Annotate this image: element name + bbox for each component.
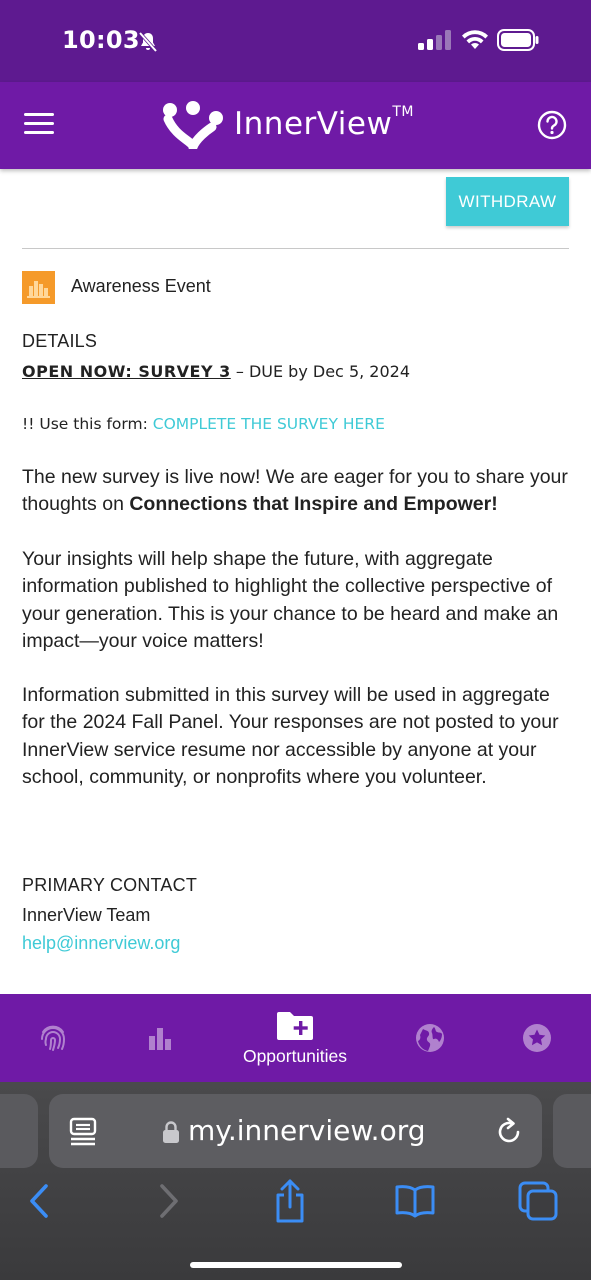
url-text: my.innerview.org <box>188 1114 426 1147</box>
star-icon <box>522 1023 552 1053</box>
form-prefix: !! Use this form: <box>22 415 153 433</box>
help-icon[interactable] <box>537 110 567 140</box>
nav-item-fingerprint[interactable] <box>27 994 79 1082</box>
previous-tab[interactable] <box>0 1094 38 1168</box>
bookmarks-icon[interactable] <box>393 1179 437 1223</box>
tabs-icon[interactable] <box>516 1179 560 1223</box>
survey-status-line <box>22 362 410 381</box>
url-bar[interactable] <box>49 1094 542 1168</box>
reader-mode-icon[interactable] <box>69 1116 97 1146</box>
nav-item-favorites[interactable] <box>511 994 563 1082</box>
share-icon[interactable] <box>270 1179 310 1223</box>
next-tab[interactable] <box>553 1094 591 1168</box>
menu-icon[interactable] <box>24 113 54 137</box>
description-paragraph-1: The new survey is live now! We are eager for you to share your thoughts on Connections that Inspire and Empower! <box>22 466 568 516</box>
description-paragraph-3: Information submitted in this survey will be used in aggregate for the 2024 Fall Panel. Your responses are not posted to your InnerView service resume nor accessible by anyone at your school, community, or nonprofits where you volunteer. <box>22 684 559 788</box>
globe-icon <box>415 1023 445 1053</box>
status-bar <box>0 0 591 82</box>
bar-chart-icon <box>147 1026 173 1050</box>
bottom-nav <box>0 994 591 1082</box>
event-type: Awareness Event <box>71 276 211 296</box>
primary-contact-heading: PRIMARY CONTACT <box>22 875 198 895</box>
event-category-icon <box>22 271 55 304</box>
nav-item-globe[interactable] <box>404 994 456 1082</box>
reload-icon[interactable] <box>494 1116 524 1146</box>
nav-item-stats[interactable] <box>134 994 186 1082</box>
status-time: 10:03 <box>62 26 140 54</box>
nav-label-opportunities: Opportunities <box>242 1045 348 1066</box>
lock-icon <box>162 1120 180 1144</box>
app-header <box>0 82 591 169</box>
description-paragraph-2: Your insights will help shape the future, with aggregate information published to highlight the collective perspective of your generation. This is your chance to be heard and make an impact—your voice matters! <box>22 548 559 652</box>
survey-title: OPEN NOW: SURVEY 3 <box>22 362 231 381</box>
app-logo-text: InnerView™ <box>234 104 414 142</box>
forward-icon[interactable] <box>148 1179 188 1223</box>
back-icon[interactable] <box>20 1179 60 1223</box>
divider <box>22 248 569 249</box>
complete-survey-link[interactable]: COMPLETE THE SURVEY HERE <box>152 415 385 433</box>
form-line <box>22 415 385 433</box>
contact-name: InnerView Team <box>22 905 151 925</box>
contact-email-link[interactable]: help@innerview.org <box>22 933 181 953</box>
withdraw-button[interactable]: WITHDRAW <box>446 177 569 226</box>
details-heading: DETAILS <box>22 331 98 351</box>
folder-plus-icon <box>275 1010 315 1042</box>
bell-off-icon <box>136 30 160 54</box>
home-indicator <box>190 1262 402 1268</box>
survey-due-date: – DUE by Dec 5, 2024 <box>230 362 411 381</box>
wifi-icon <box>460 28 490 50</box>
innerview-logo-icon <box>162 101 224 149</box>
battery-icon <box>497 29 539 51</box>
fingerprint-icon <box>39 1023 67 1053</box>
nav-item-opportunities[interactable] <box>225 994 365 1082</box>
cellular-signal-icon <box>418 30 452 50</box>
browser-chrome <box>0 1082 591 1280</box>
